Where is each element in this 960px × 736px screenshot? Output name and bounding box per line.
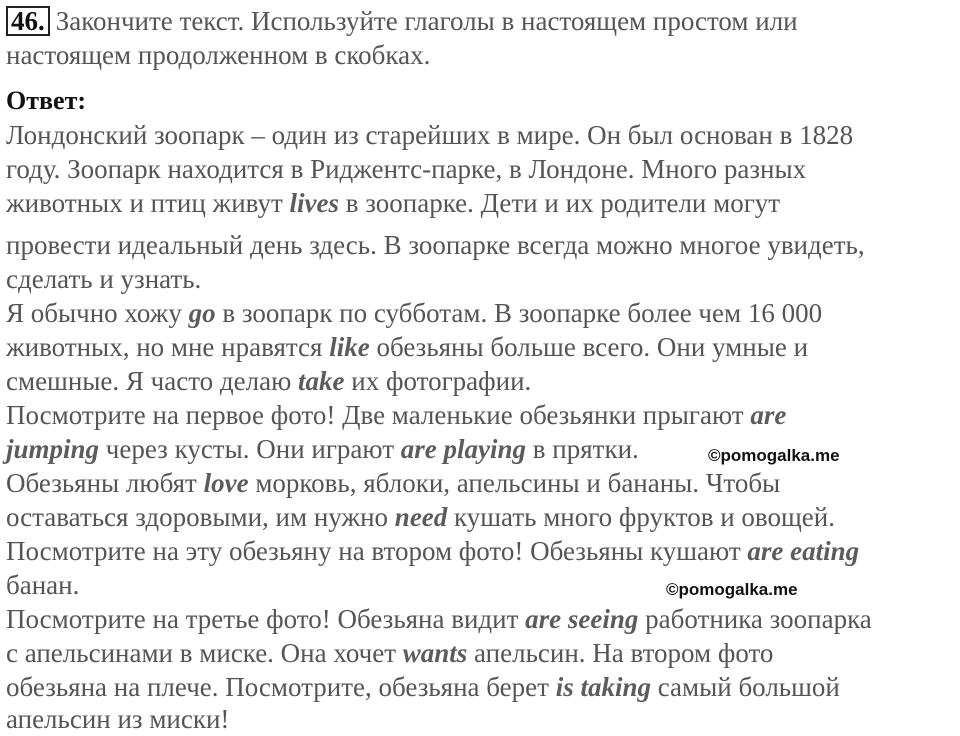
- verb-answer: are seeing: [525, 604, 639, 634]
- verb-answer: wants: [402, 638, 468, 668]
- body-line: [6, 466, 780, 500]
- text-segment: работника зоопарка: [638, 604, 872, 634]
- text-segment: через кусты. Они играют: [99, 434, 401, 464]
- text-segment: Лондонский зоопарк – один из старейших в мире. Он был основан в 1828: [6, 120, 854, 150]
- body-line: [6, 670, 840, 704]
- body-line: [6, 568, 79, 602]
- text-segment: провести идеальный день здесь. В зоопарке всегда можно многое увидеть,: [6, 230, 865, 260]
- text-segment: Посмотрите на эту обезьяну на втором фото! Обезьяны кушают: [6, 536, 748, 566]
- verb-answer: love: [203, 468, 249, 498]
- verb-answer: take: [298, 366, 345, 396]
- body-line: [6, 500, 835, 534]
- text-segment: апельсин. На втором фото: [467, 638, 774, 668]
- verb-answer: is taking: [555, 672, 651, 702]
- body-line: [6, 364, 531, 398]
- body-line: [6, 262, 201, 296]
- body-line: [6, 398, 786, 432]
- task-number: 46.: [6, 6, 50, 36]
- body-line: [6, 296, 822, 330]
- answer-label: Ответ:: [6, 86, 87, 115]
- text-segment: их фотографии.: [344, 366, 532, 396]
- text-segment: в прятки.: [526, 434, 639, 464]
- body-line: [6, 534, 859, 568]
- body-line: [6, 602, 872, 636]
- body-line: [6, 636, 773, 670]
- verb-answer: jumping: [6, 434, 100, 464]
- verb-answer: like: [329, 332, 370, 362]
- text-segment: году. Зоопарк находится в Риджентс-парке, в Лондоне. Много разных: [6, 154, 807, 184]
- verb-answer: lives: [289, 188, 340, 218]
- text-segment: обезьяны больше всего. Они умные и: [369, 332, 809, 362]
- body-line: [6, 118, 853, 152]
- text-segment: обезьяна на плече. Посмотрите, обезьяна берет: [6, 672, 556, 702]
- task-line-1: [6, 4, 798, 38]
- text-segment: Посмотрите на первое фото! Две маленькие обезьянки прыгают: [6, 400, 751, 430]
- text-segment: кушать много фруктов и овощей.: [447, 502, 835, 532]
- watermark: ©pomogalka.me: [708, 446, 840, 465]
- body-line: [6, 432, 639, 466]
- text-segment: смешные. Я часто делаю: [6, 366, 299, 396]
- verb-answer: are: [750, 400, 787, 430]
- text-segment: животных и птиц живут: [6, 188, 290, 218]
- text-segment: с апельсинами в миске. Она хочет: [6, 638, 403, 668]
- text-segment: Я обычно хожу: [6, 298, 189, 328]
- text-segment: сделать и узнать.: [6, 264, 202, 294]
- text-segment: Посмотрите на третье фото! Обезьяна видит: [6, 604, 526, 634]
- watermark: ©pomogalka.me: [666, 580, 798, 599]
- text-segment: в зоопарке. Дети и их родители могут: [339, 188, 781, 218]
- verb-answer: go: [188, 298, 216, 328]
- text-segment: оставаться здоровыми, им нужно: [6, 502, 395, 532]
- body-line: [6, 152, 806, 186]
- text-segment: морковь, яблоки, апельсины и бананы. Чтобы: [248, 468, 781, 498]
- task-line-2: [6, 38, 430, 72]
- text-segment: банан.: [6, 570, 80, 600]
- body-line: [6, 702, 229, 736]
- body-line: [6, 228, 865, 262]
- task-text-2: настоящем продолженном в скобках.: [6, 40, 431, 70]
- text-segment: самый большой: [650, 672, 840, 702]
- verb-answer: need: [394, 502, 448, 532]
- text-segment: животных, но мне нравятся: [6, 332, 330, 362]
- text-segment: Обезьяны любят: [6, 468, 204, 498]
- text-segment: апельсин из миски!: [6, 704, 230, 734]
- text-segment: в зоопарк по субботам. В зоопарке более чем 16 000: [215, 298, 823, 328]
- task-text-1: Закончите текст. Используйте глаголы в настоящем простом или: [55, 6, 798, 36]
- verb-answer: are playing: [400, 434, 527, 464]
- body-line: [6, 186, 780, 220]
- verb-answer: are eating: [747, 536, 860, 566]
- body-line: [6, 330, 808, 364]
